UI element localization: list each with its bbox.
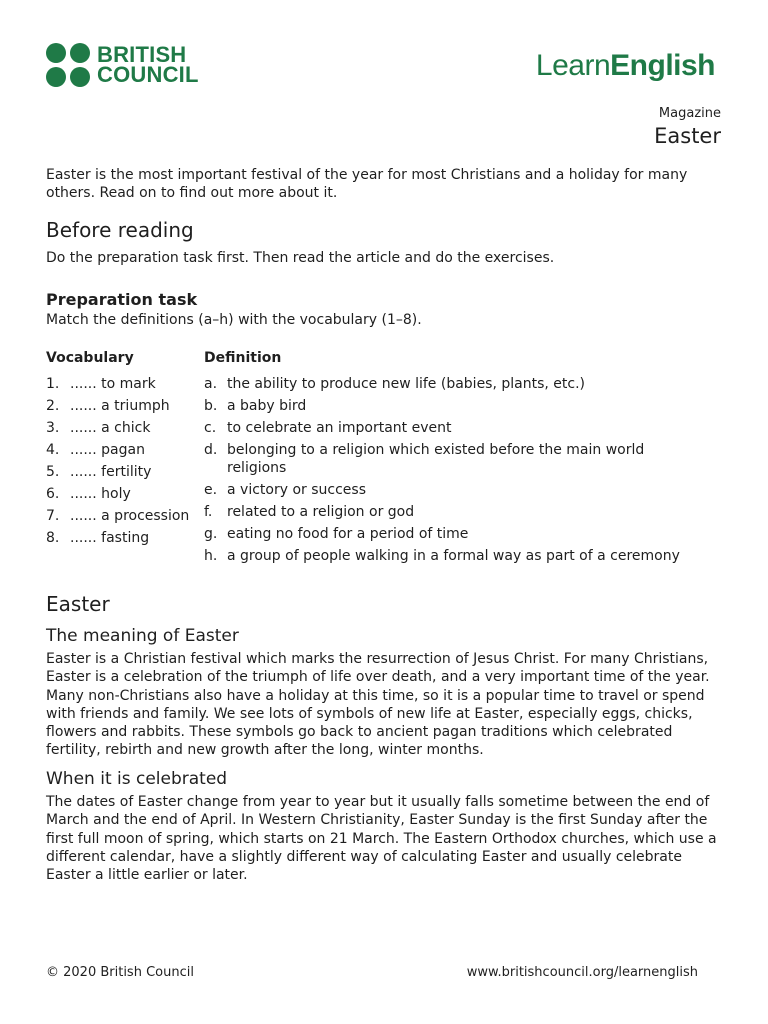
footer-url[interactable]: www.britishcouncil.org/learnenglish [466,965,698,980]
list-item: 2. ...... a triumph [46,398,170,414]
section-kicker: Magazine [658,106,721,121]
logo-line-2: COUNCIL [97,62,199,87]
list-item: g. eating no food for a period of time [204,526,469,542]
list-item: c. to celebrate an important event [204,420,452,436]
article-heading: Easter [46,592,110,616]
list-item: b. a baby bird [204,398,307,414]
list-item: 5. ...... fertility [46,464,152,480]
logo-english: English [610,49,715,82]
list-item: d. belonging to a religion which existed before the main world religions [204,442,645,476]
list-item: 8. ...... fasting [46,530,150,546]
list-item: 3. ...... a chick [46,420,151,436]
vocabulary-column-header: Vocabulary [46,350,134,366]
preparation-instruction: Match the definitions (a–h) with the vocabulary (1–8). [46,312,422,328]
celebrated-subheading: When it is celebrated [46,769,228,789]
footer-copyright: © 2020 British Council [46,965,194,980]
before-reading-text: Do the preparation task first. Then read the article and do the exercises. [46,250,555,266]
before-reading-heading: Before reading [46,218,194,242]
list-item: 7. ...... a procession [46,508,190,524]
list-item: 4. ...... pagan [46,442,145,458]
definition-column-header: Definition [204,350,282,366]
vocabulary-list [46,375,196,551]
intro-paragraph: Easter is the most important festival of the year for most Christians and a holiday for many others. Read on to find out more about it. [46,167,688,202]
list-item: 1. ...... to mark [46,376,156,392]
british-council-logo [46,43,199,87]
meaning-subheading: The meaning of Easter [46,626,239,646]
list-item: f. related to a religion or god [204,504,415,520]
logo-dots-icon [46,43,90,87]
celebrated-paragraph: The dates of Easter change from year to year but it usually falls sometime between the end of March and the end of April. In Western Christianity, Easter Sunday is the first Sunday after the first full moon of spring, which starts on 21 March. The Eastern Orthodox churches, which use a different calendar, have a slightly different way of calculating Easter and usually celebrate Easter a little earlier or later. [46,794,717,884]
list-item: e. a victory or success [204,482,366,498]
preparation-task-heading: Preparation task [46,290,198,309]
list-item: a. the ability to produce new life (babies, plants, etc.) [204,376,586,392]
meaning-paragraph: Easter is a Christian festival which marks the resurrection of Jesus Christ. For many Christians, Easter is a celebration of the triumph of life over death, and a very important time of the year. Many non-Christians also have a holiday at this time, so it is a popular time to travel or spend with friends and family. We see lots of symbols of new life at Easter, especially eggs, chicks, flowers and rabbits. These symbols go back to ancient pagan traditions which celebrated fertility, rebirth and new growth after the long, winter months. [46,651,710,759]
logo-learn: Learn [535,49,611,82]
list-item: h. a group of people walking in a formal way as part of a ceremony [204,548,680,564]
logo-line-1: BRITISH [97,42,187,67]
list-item: 6. ...... holy [46,486,131,502]
definition-list [204,375,704,569]
learnenglish-logo [536,49,715,83]
document-title: Easter [654,124,721,148]
